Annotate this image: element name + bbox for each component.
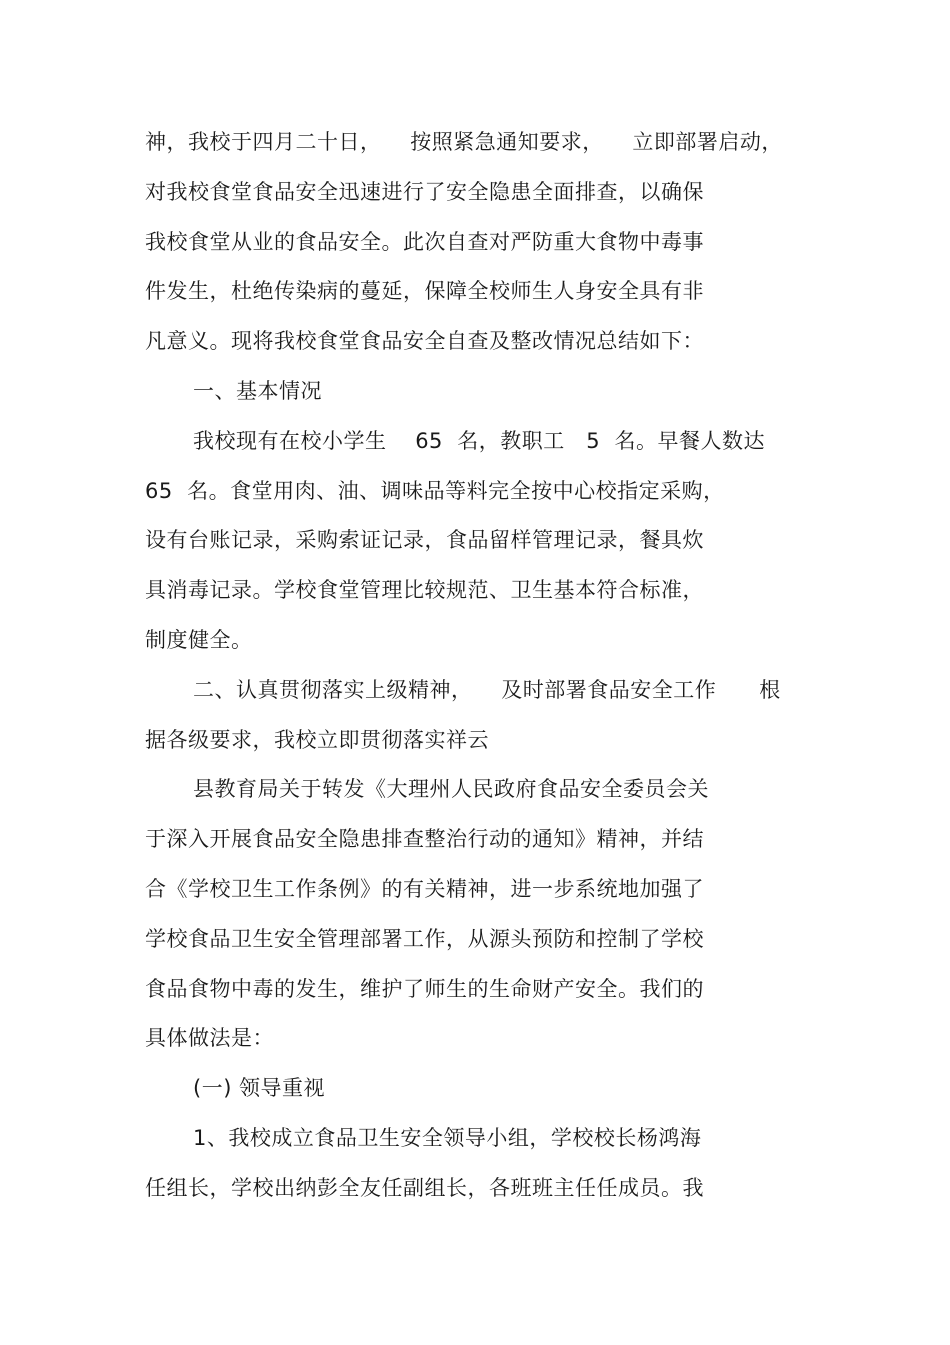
- paragraph-line: 具体做法是：: [145, 1026, 274, 1050]
- paragraph-line: 合《学校卫生工作条例》的有关精神，进一步系统地加强了: [145, 877, 704, 901]
- subsection-heading-leadership: (一) 领导重视: [193, 1076, 326, 1100]
- paragraph-line: 对我校食堂食品安全迅速进行了安全隐患全面排查，以确保: [145, 180, 704, 204]
- paragraph-line: 学校食品卫生安全管理部署工作，从源头预防和控制了学校: [145, 927, 704, 951]
- paragraph-line: 食品食物中毒的发生，维护了师生的生命财产安全。我们的: [145, 977, 704, 1001]
- paragraph-line: 1、我校成立食品卫生安全领导小组，学校校长杨鸿海: [193, 1126, 702, 1150]
- paragraph-line: 制度健全。: [145, 628, 253, 652]
- paragraph-line: 我校食堂从业的食品安全。此次自查对严防重大食物中毒事: [145, 230, 704, 254]
- paragraph-line: 凡意义。现将我校食堂食品安全自查及整改情况总结如下：: [145, 329, 704, 353]
- section-heading-basic-info: 一、基本情况: [193, 379, 322, 403]
- paragraph-line: 我校现有在校小学生 65 名，教职工 5 名。早餐人数达: [193, 429, 766, 453]
- paragraph-line: 任组长，学校出纳彭全友任副组长，各班班主任任成员。我: [145, 1176, 704, 1200]
- paragraph-line: 件发生，杜绝传染病的蔓延，保障全校师生人身安全具有非: [145, 279, 704, 303]
- paragraph-line: 65 名。食堂用肉、油、调味品等料完全按中心校指定采购，: [145, 479, 725, 503]
- paragraph-line: 设有台账记录，采购索证记录，食品留样管理记录，餐具炊: [145, 528, 704, 552]
- paragraph-line: 于深入开展食品安全隐患排查整治行动的通知》精神，并结: [145, 827, 704, 851]
- section-heading-implementation: 二、认真贯彻落实上级精神， 及时部署食品安全工作 根: [193, 678, 781, 702]
- paragraph-line: 据各级要求，我校立即贯彻落实祥云: [145, 728, 489, 752]
- paragraph-line: 县教育局关于转发《大理州人民政府食品安全委员会关: [193, 777, 709, 801]
- paragraph-line: 神，我校于四月二十日， 按照紧急通知要求， 立即部署启动，: [145, 130, 783, 154]
- paragraph-line: 具消毒记录。学校食堂管理比较规范、卫生基本符合标准，: [145, 578, 704, 602]
